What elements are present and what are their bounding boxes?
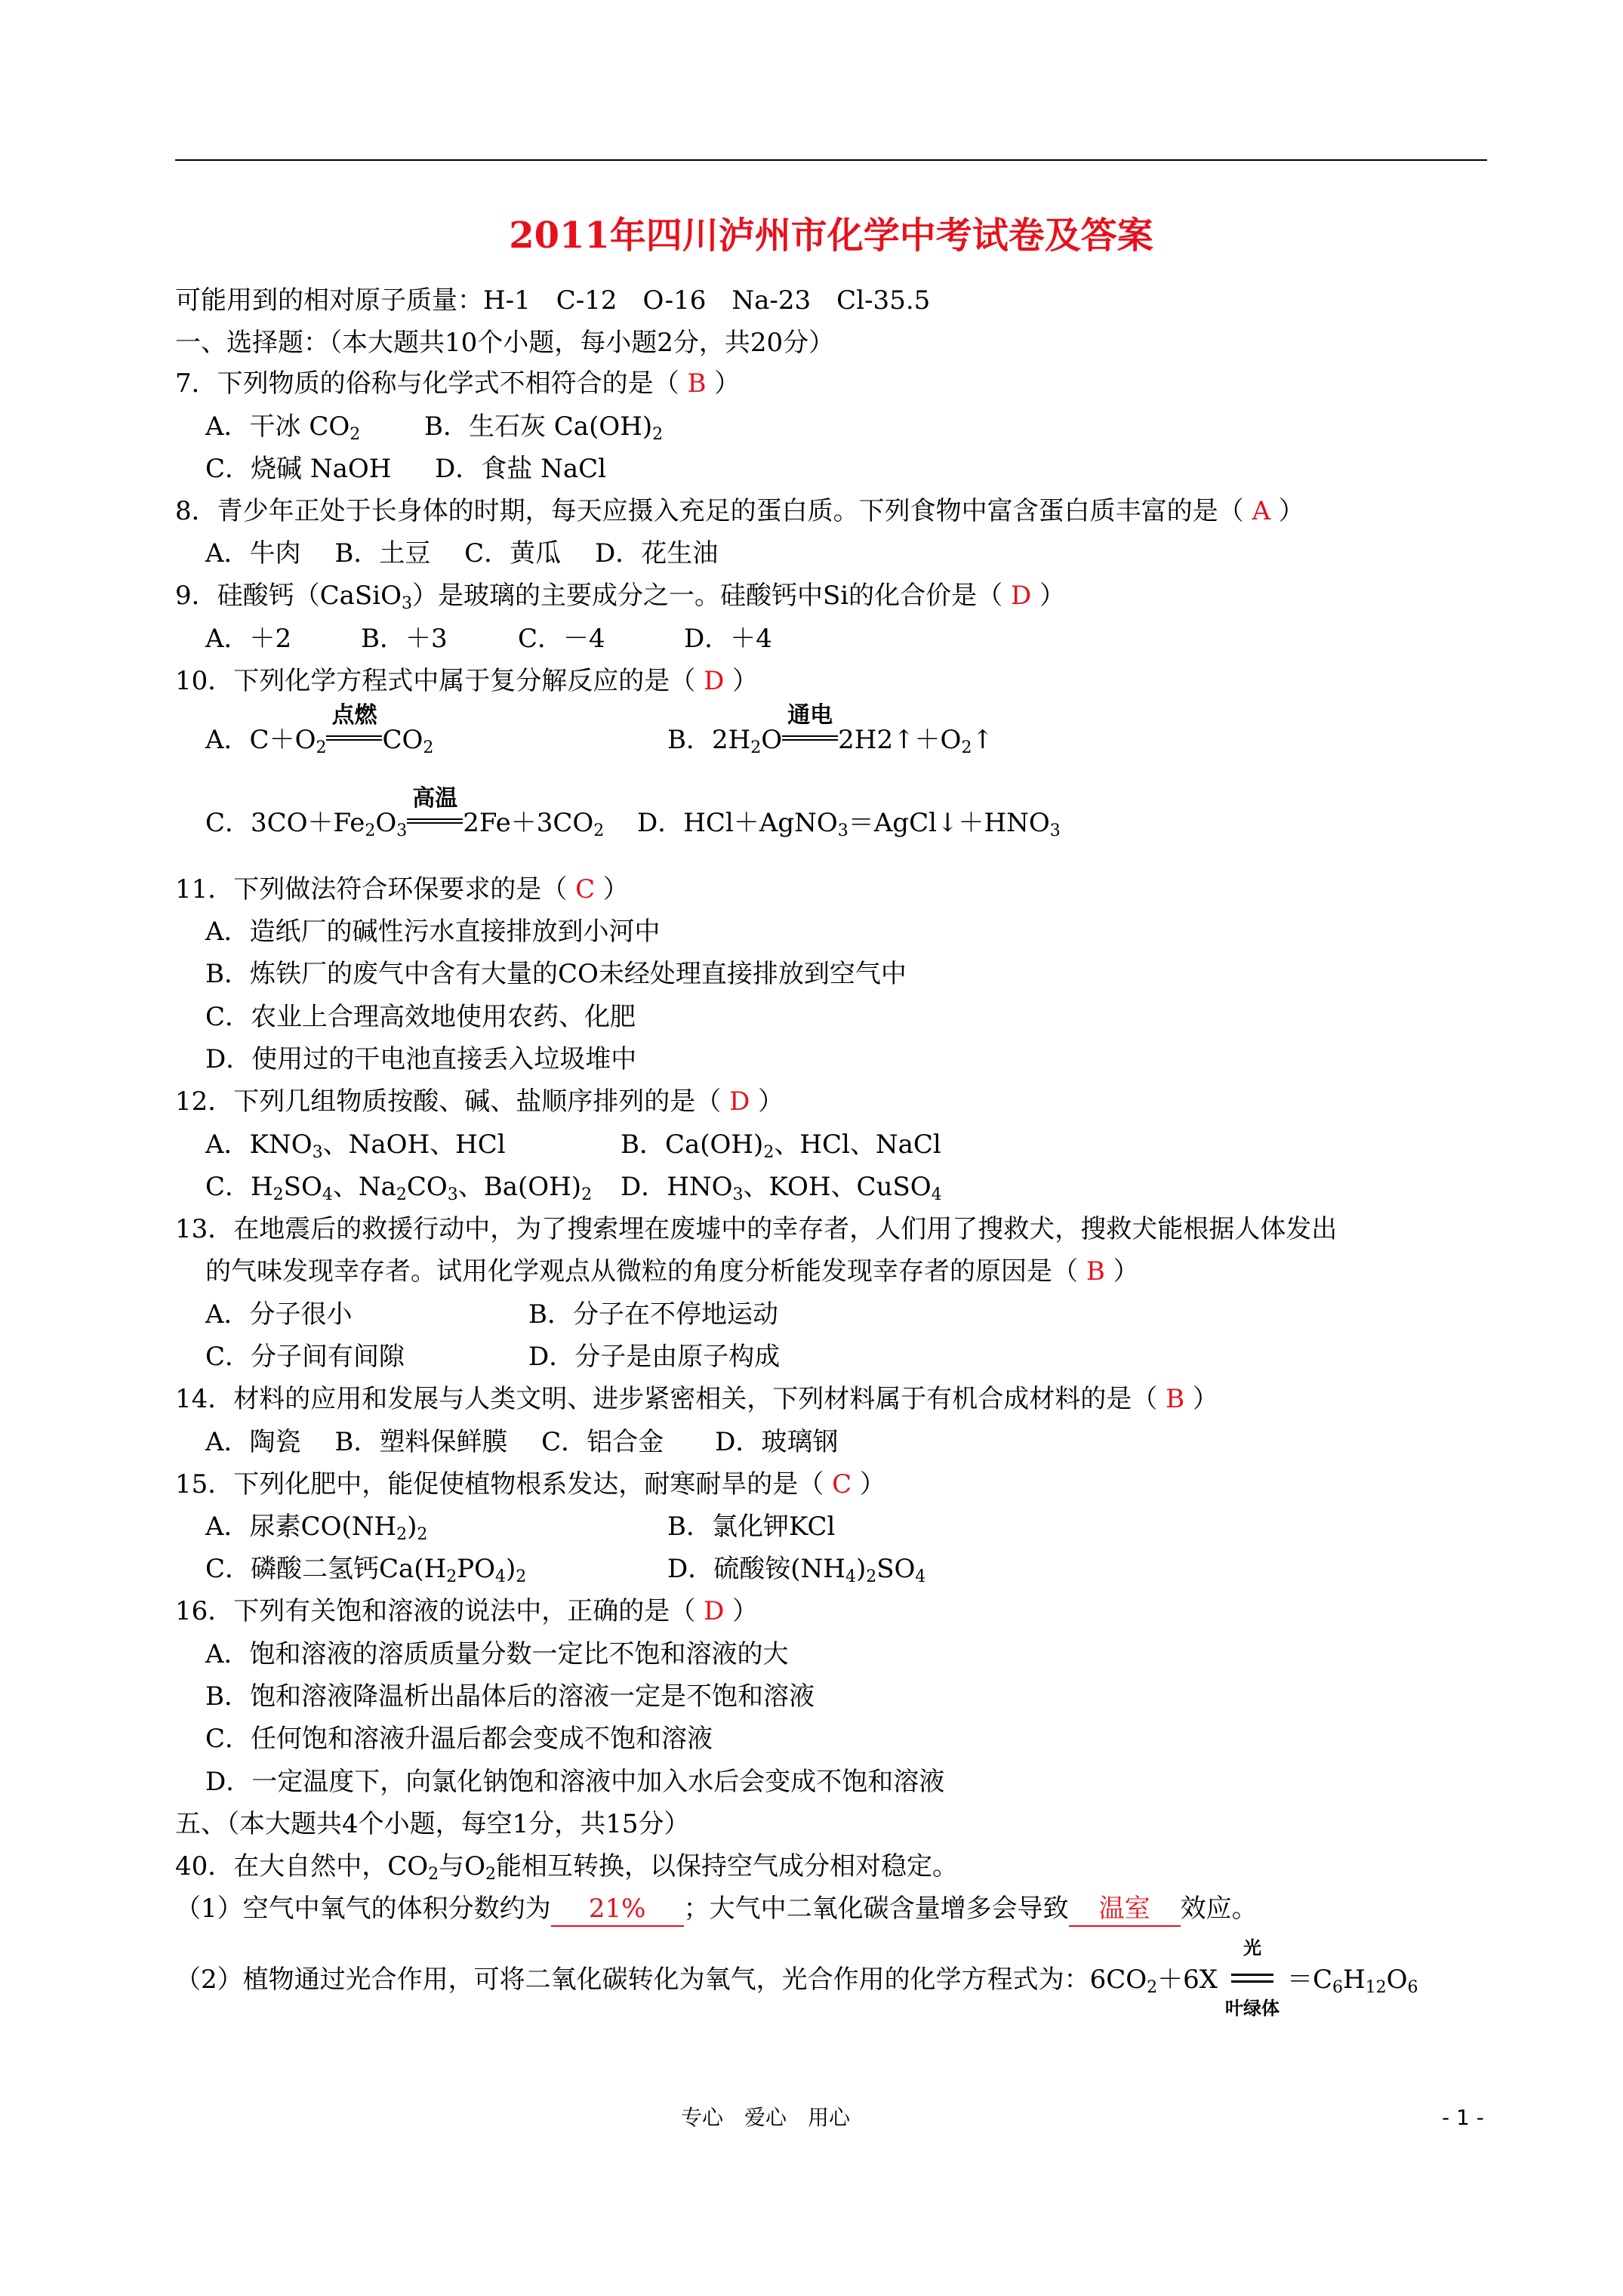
q13-option-d: D．分子是由原子构成 (528, 1342, 781, 1372)
q10-stem: 10．下列化学方程式中属于复分解反应的是（ D ） (175, 666, 759, 696)
q16-option-d: D．一定温度下，向氯化钠饱和溶液中加入水后会变成不饱和溶液 (205, 1767, 945, 1797)
q10-option-d: D．$HCl+AgNO_3=AgCl↓+HNO_3$ (637, 808, 1061, 840)
q10-answer: D (704, 666, 725, 696)
q15-stem: 15．下列化肥中，能促使植物根系发达，耐寒耐旱的是（ C ） (175, 1469, 885, 1499)
q11-option-b: B．炼铁厂的废气中含有大量的CO未经处理直接排放到空气中 (205, 959, 907, 989)
q9-stem: 9．硅酸钙（CaSiO$_3$）是玻璃的主要成分之一。硅酸钙中Si的化合价是（ D ） (175, 581, 1066, 613)
q9-option-c: C．－4 (518, 624, 605, 654)
q12-option-d: D．$HNO_3$、KOH、CuSO$_4$ (621, 1172, 942, 1204)
q11-answer: C (575, 874, 596, 905)
q8-stem: 8．青少年正处于长身体的时期，每天应摄入充足的蛋白质。下列食物中富含蛋白质丰富的是（ A ） (175, 496, 1304, 526)
q11-option-d: D．使用过的干电池直接丢入垃圾堆中 (205, 1044, 637, 1074)
q10-option-c: C．$3CO+Fe_2O_3$ 高温 $2Fe+3CO_2$ (205, 785, 605, 840)
q13-option-b: B．分子在不停地运动 (528, 1299, 778, 1330)
q11-option-c: C．农业上合理高效地使用农药、化肥 (205, 1002, 636, 1032)
q40-part1: （1）空气中氧气的体积分数约为 21% ；大气中二氧化碳含量增多会导致 温室 效应。 (175, 1892, 1258, 1927)
q15-option-b: B．氯化钾KCl (667, 1512, 836, 1542)
header-rule (175, 159, 1487, 161)
q16-option-c: C．任何饱和溶液升温后都会变成不饱和溶液 (205, 1724, 713, 1754)
q7-answer: B (687, 368, 707, 399)
q16-option-b: B．饱和溶液降温析出晶体后的溶液一定是不饱和溶液 (205, 1681, 815, 1712)
q9-option-d: D．＋4 (684, 624, 772, 654)
q12-option-a: A．$KNO_3$、NaOH、HCl (205, 1130, 506, 1162)
q8-options: A．牛肉 B．土豆 C．黄瓜 D．花生油 (205, 538, 719, 569)
q15-option-d: D．硫酸铵$(NH_4)_2SO_4$ (667, 1554, 926, 1586)
q8-answer: A (1252, 496, 1270, 526)
q12-answer: D (729, 1086, 750, 1117)
q10-option-b: B．$2H_2O$ 通电 $2H2↑+O_2↑$ (667, 702, 993, 757)
q7-option-d: D．食盐 NaCl (435, 454, 606, 484)
reaction-condition: 高温 (407, 806, 463, 840)
q11-option-a: A．造纸厂的碱性污水直接排放到小河中 (205, 917, 661, 947)
q12-option-b: B．$Ca(OH)_2$、HCl、NaCl (621, 1130, 941, 1162)
footer-motto: 专心 爱心 用心 (681, 2105, 851, 2130)
reaction-condition: 点燃 (326, 723, 382, 757)
q9-answer: D (1010, 581, 1032, 611)
q11-stem: 11．下列做法符合环保要求的是（ C ） (175, 874, 629, 905)
q16-option-a: A．饱和溶液的溶质质量分数一定比不饱和溶液的大 (205, 1639, 789, 1669)
q9-option-b: B．＋3 (361, 624, 448, 654)
atomic-masses: 可能用到的相对原子质量：H-1 C-12 O-16 Na-23 Cl-35.5 (175, 285, 931, 316)
page-number: - 1 - (1442, 2105, 1484, 2130)
q40-blank-effect: 温室 (1069, 1892, 1181, 1927)
q7-option-c: C．烧碱 NaOH (205, 454, 392, 484)
q14-stem: 14．材料的应用和发展与人类文明、进步紧密相关，下列材料属于有机合成材料的是（ B ） (175, 1384, 1218, 1414)
q12-stem: 12．下列几组物质按酸、碱、盐顺序排列的是（ D ） (175, 1086, 784, 1117)
q10-option-a: A．$C+O_2$ 点燃 $CO_2$ (205, 702, 434, 757)
q13-stem-line1: 13．在地震后的救援行动中，为了搜索埋在废墟中的幸存者，人们用了搜救犬，搜救犬能根据人体发出 (175, 1214, 1338, 1244)
q13-answer: B (1086, 1256, 1105, 1287)
q14-options: A．陶瓷 B．塑料保鲜膜 C．铝合金 D．玻璃钢 (205, 1427, 839, 1457)
reaction-condition: 通电 (782, 723, 838, 757)
q14-answer: B (1166, 1384, 1185, 1414)
q7-option-a: A．干冰 $CO_2$ (205, 411, 361, 444)
q9-option-a: A．＋2 (205, 624, 292, 654)
q16-answer: D (704, 1596, 725, 1626)
q7-stem: 7．下列物质的俗称与化学式不相符合的是（ B ） (175, 368, 741, 399)
section1-heading: 一、选择题：（本大题共10个小题，每小题2分，共20分） (175, 328, 835, 358)
q15-option-c: C．磷酸二氢钙$Ca(H_2PO_4)_2$ (205, 1554, 527, 1586)
q40-part2: （2）植物通过光合作用，可将二氧化碳转化为氧气，光合作用的化学方程式为：$6CO_2+6X$ 光 叶绿体 $=C_6H_{12}O_6$ (175, 1937, 1418, 2019)
q7-option-b: B．生石灰 $Ca(OH)_2$ (424, 411, 664, 444)
q12-option-c: C．$H_2SO_4$、$Na_2CO_3$、$Ba(OH)_2$ (205, 1172, 593, 1204)
q40-blank-oxygen: 21% (551, 1892, 684, 1927)
page-title: 2011年四川泸州市化学中考试卷及答案 (509, 214, 1153, 257)
q13-option-a: A．分子很小 (205, 1299, 353, 1330)
q13-stem-line2: 的气味发现幸存者。试用化学观点从微粒的角度分析能发现幸存者的原因是（ B ） (205, 1256, 1139, 1287)
q15-answer: C (832, 1469, 852, 1499)
q16-stem: 16．下列有关饱和溶液的说法中，正确的是（ D ） (175, 1596, 759, 1626)
q40-stem: 40．在大自然中，$CO_2$与$O_2$能相互转换，以保持空气成分相对稳定。 (175, 1851, 959, 1884)
section5-heading: 五、（本大题共4个小题，每空1分，共15分） (175, 1809, 690, 1839)
q13-option-c: C．分子间有间隙 (205, 1342, 405, 1372)
reaction-condition: 光 叶绿体 (1225, 1937, 1280, 2019)
q15-option-a: A．尿素$CO(NH_2)_2$ (205, 1512, 428, 1544)
